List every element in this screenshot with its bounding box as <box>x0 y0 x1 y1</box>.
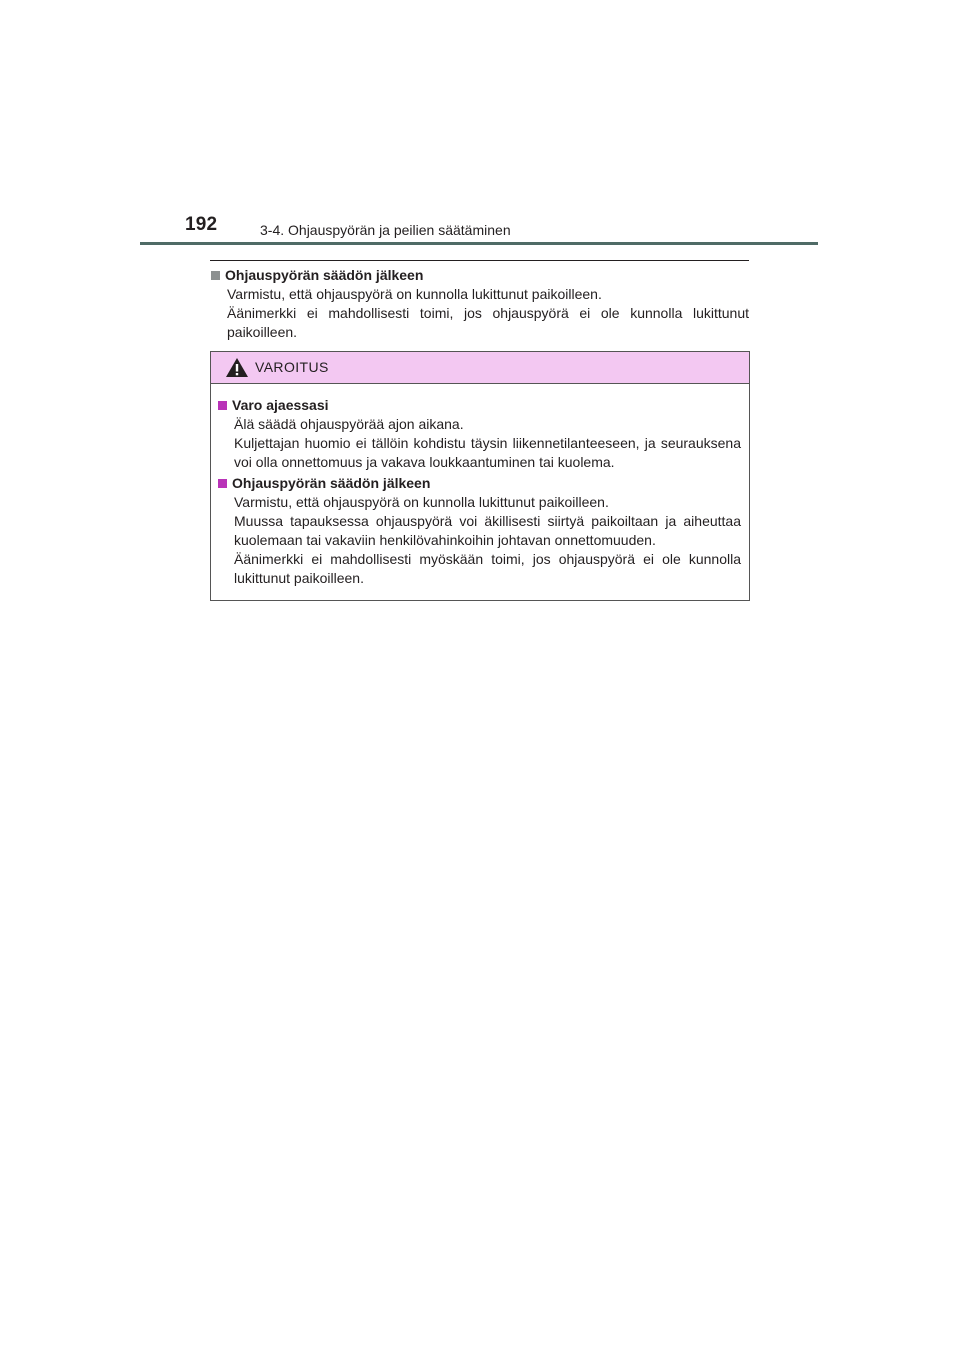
section-heading-text: Ohjauspyörän säädön jälkeen <box>225 267 424 283</box>
section-after-adjustment <box>210 266 749 342</box>
square-bullet-icon <box>211 271 220 280</box>
warning-item-body <box>217 493 741 588</box>
warning-triangle-icon <box>225 357 249 378</box>
section-heading <box>210 266 749 285</box>
warning-item-heading-text: Ohjauspyörän säädön jälkeen <box>232 475 431 491</box>
square-bullet-icon <box>218 479 227 488</box>
square-bullet-icon <box>218 401 227 410</box>
warning-line: Varmistu, että ohjauspyörä on kunnolla lukittunut paikoilleen. <box>234 494 609 510</box>
section-body <box>210 285 749 342</box>
header-divider <box>140 242 818 245</box>
section-line: Varmistu, että ohjauspyörä on kunnolla lukittunut paikoilleen. <box>227 286 602 302</box>
warning-line: Äänimerkki ei mahdollisesti myöskään toimi, jos ohjauspyörä ei ole kunnolla lukittunut paikoilleen. <box>234 551 741 586</box>
page-number: 192 <box>185 214 218 235</box>
warning-item-heading <box>217 474 741 493</box>
warning-line: Älä säädä ohjauspyörää ajon aikana. <box>234 416 464 432</box>
warning-item <box>217 474 741 588</box>
warning-header <box>211 352 749 384</box>
warning-item-heading-text: Varo ajaessasi <box>232 397 329 413</box>
warning-item-heading <box>217 396 741 415</box>
warning-line: Kuljettajan huomio ei tällöin kohdistu täysin liikennetilanteeseen, ja seurauksena voi olla onnettomuus ja vakava loukkaantuminen tai kuolema. <box>234 435 741 470</box>
warning-title: VAROITUS <box>255 359 329 375</box>
warning-item-body <box>217 415 741 472</box>
warning-content <box>211 384 749 588</box>
warning-line: Muussa tapauksessa ohjauspyörä voi äkillisesti siirtyä paikoiltaan ja aiheuttaa kuolemaan tai vakaviin henkilövahinkoihin johtavan onnettomuuden. <box>234 513 741 548</box>
chapter-title: 3-4. Ohjauspyörän ja peilien säätäminen <box>260 222 511 238</box>
warning-item <box>217 396 741 472</box>
section-line: Äänimerkki ei mahdollisesti toimi, jos ohjauspyörä ei ole kunnolla lukittunut paikoilleen. <box>227 305 749 340</box>
section-divider <box>210 260 749 261</box>
warning-box <box>210 351 750 601</box>
